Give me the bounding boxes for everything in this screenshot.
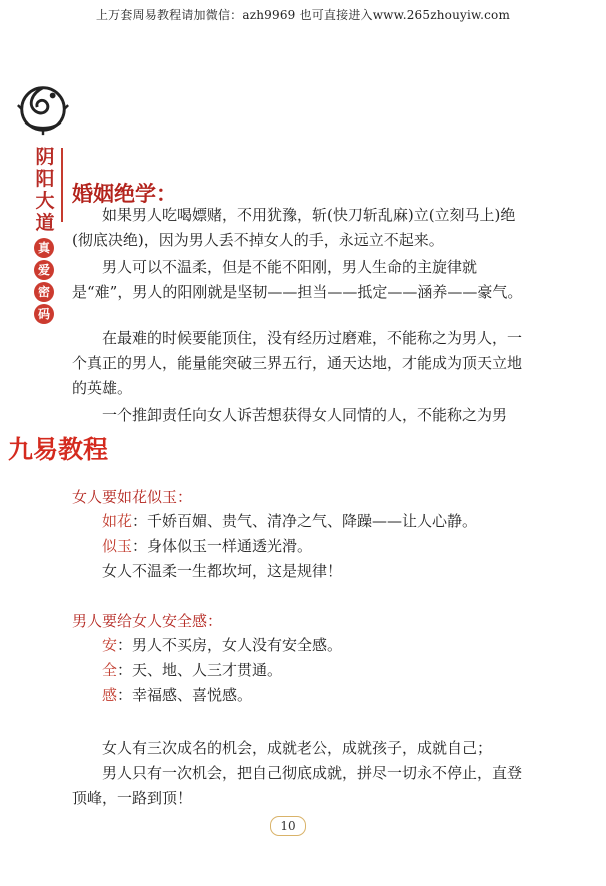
list-item	[102, 510, 477, 531]
header-text: 上万套周易教程请加微信：azh9969 也可直接进入www.265zhouyiw.com	[95, 8, 511, 22]
watermark-text: 九易教程	[8, 435, 109, 464]
women-note: 女人不温柔一生都坎坷，这是规律！	[102, 562, 343, 580]
paragraph: 如果男人吃喝嫖赌，不用犹豫，斩(快刀斩乱麻)立(立刻马上)绝(彻底决绝)，因为男人丢不掉女人的手，永远立不起来。	[72, 206, 516, 249]
paragraph: 男人可以不温柔，但是不能不阳刚，男人生命的主旋律就是“难”，男人的阳刚就是坚韧——担当——抵定——涵养——豪气。	[72, 258, 523, 301]
item-key: 安	[102, 636, 118, 654]
item-key: 如花	[102, 512, 133, 530]
item-text: ：千娇百媚、贵气、清净之气、降躁——让人心静。	[132, 512, 478, 530]
dragon-logo-icon	[14, 80, 72, 138]
item-text: ：天、地、人三才贯通。	[117, 661, 283, 679]
badge-char: 密	[34, 282, 54, 302]
badge-char: 码	[34, 304, 54, 324]
sidebar-title-char: 道	[35, 212, 55, 234]
men-heading: 男人要给女人安全感：	[72, 612, 223, 630]
item-key: 全	[102, 661, 118, 679]
sidebar-title-char: 大	[35, 190, 55, 212]
item-text: ：身体似玉一样通透光滑。	[132, 537, 313, 555]
sidebar-title-char: 阴	[35, 146, 55, 168]
page-number: 10	[270, 816, 306, 836]
closing-paragraph: 男人只有一次机会，把自己彻底成就，拼尽一切永不停止，直登顶峰，一路到顶！	[72, 764, 523, 807]
sidebar-divider	[61, 148, 63, 222]
badge-char: 真	[34, 238, 54, 258]
sidebar-title	[33, 146, 57, 234]
paragraph: 一个推卸责任向女人诉苦想获得女人同情的人，不能称之为男	[102, 406, 508, 424]
closing-paragraph: 女人有三次成名的机会，成就老公，成就孩子，成就自己；	[102, 739, 493, 757]
item-text: ：幸福感、喜悦感。	[117, 686, 253, 704]
women-heading: 女人要如花似玉：	[72, 488, 193, 506]
section-title: 婚姻绝学：	[72, 182, 177, 206]
list-item	[102, 634, 342, 655]
item-key: 似玉	[102, 537, 133, 555]
list-item	[102, 535, 312, 556]
sidebar-badges	[34, 238, 56, 326]
paragraph: 在最难的时候要能顶住，没有经历过磨难，不能称之为男人，一个真正的男人，能量能突破三界五行，通天达地，才能成为顶天立地的英雄。	[72, 329, 523, 397]
item-key: 感	[102, 686, 118, 704]
list-item	[102, 659, 282, 680]
list-item	[102, 684, 252, 705]
item-text: ：男人不买房，女人没有安全感。	[117, 636, 343, 654]
sidebar-title-char: 阳	[35, 168, 55, 190]
badge-char: 爱	[34, 260, 54, 280]
